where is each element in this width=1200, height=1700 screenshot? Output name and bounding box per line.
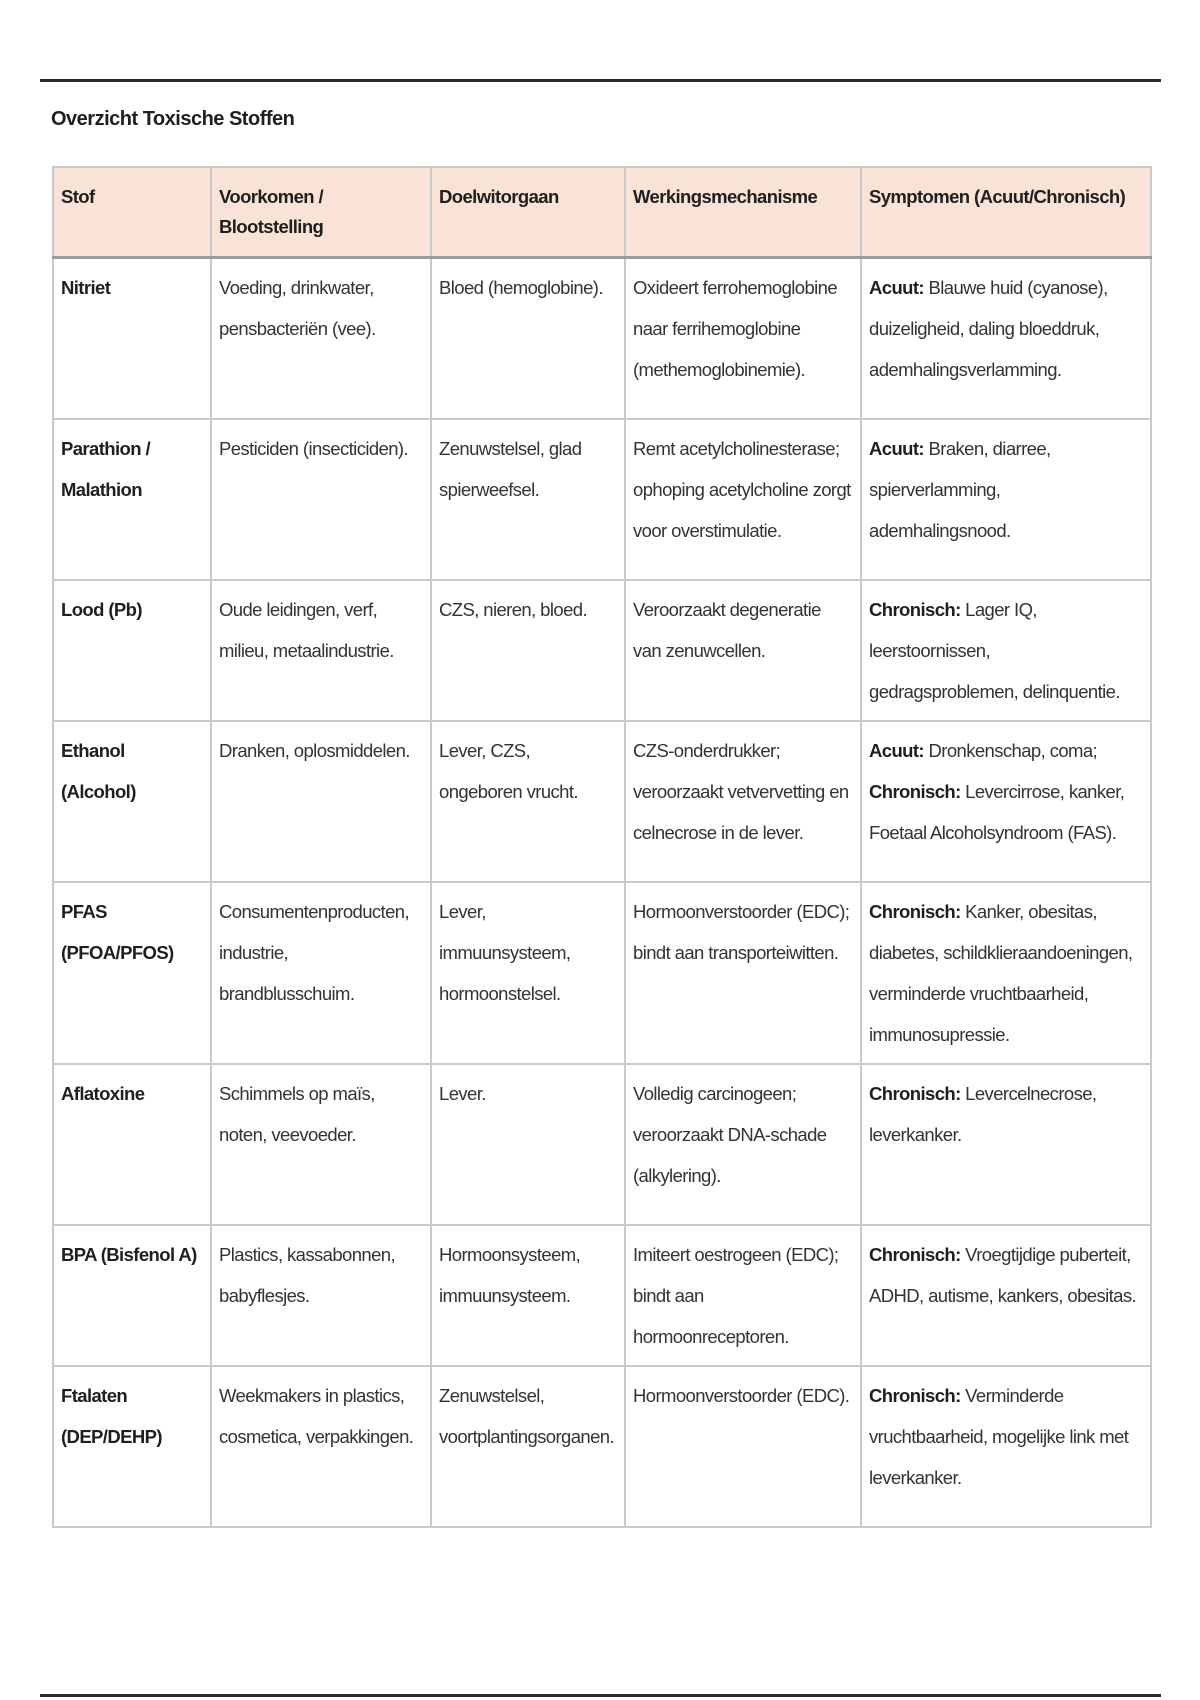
cell-doelwitorgaan: Lever, immuunsysteem, hormoonstelsel.: [431, 882, 625, 1064]
symptom-text: Levercirrose, kanker, Foetaal Alcoholsyndroom (FAS).: [869, 781, 1125, 843]
toxic-substances-table: [52, 166, 1152, 1528]
table-row: [53, 258, 1151, 420]
symptom-text: Vroegtijdige puberteit, ADHD, autisme, kankers, obesitas.: [869, 1244, 1137, 1306]
cell-voorkomen: Plastics, kassabonnen, babyflesjes.: [211, 1225, 431, 1366]
cell-stof: Ethanol (Alcohol): [53, 721, 211, 882]
symptom-text: Lager IQ, leerstoornissen, gedragsproblemen, delinquentie.: [869, 599, 1120, 702]
top-rule: [40, 79, 1161, 82]
cell-voorkomen: Oude leidingen, verf, milieu, metaalindustrie.: [211, 580, 431, 721]
cell-werkingsmechanisme: Remt acetylcholinesterase; ophoping acetylcholine zorgt voor overstimulatie.: [625, 419, 861, 580]
header-symptomen: Symptomen (Acuut/Chronisch): [861, 167, 1151, 258]
table-row: [53, 580, 1151, 721]
cell-werkingsmechanisme: CZS-onderdrukker; veroorzaakt vetvervetting en celnecrose in de lever.: [625, 721, 861, 882]
symptom-type-label: Chronisch:: [869, 901, 961, 922]
header-row: [53, 167, 1151, 258]
bottom-rule: [40, 1694, 1161, 1697]
cell-doelwitorgaan: Lever, CZS, ongeboren vrucht.: [431, 721, 625, 882]
table-row: [53, 419, 1151, 580]
header-stof: Stof: [53, 167, 211, 258]
table-row: [53, 1366, 1151, 1527]
symptom-text: Braken, diarree, spierverlamming, ademhalingsnood.: [869, 438, 1051, 541]
cell-stof: Lood (Pb): [53, 580, 211, 721]
cell-stof: BPA (Bisfenol A): [53, 1225, 211, 1366]
cell-symptomen: [861, 1064, 1151, 1225]
symptom-text: Levercelnecrose, leverkanker.: [869, 1083, 1097, 1145]
symptom-type-label: Chronisch:: [869, 1244, 961, 1265]
header-werkingsmechanisme: Werkingsmechanisme: [625, 167, 861, 258]
cell-werkingsmechanisme: Volledig carcinogeen; veroorzaakt DNA-schade (alkylering).: [625, 1064, 861, 1225]
cell-symptomen: [861, 258, 1151, 420]
cell-voorkomen: Voeding, drinkwater, pensbacteriën (vee).: [211, 258, 431, 420]
cell-stof: Nitriet: [53, 258, 211, 420]
symptom-type-label: Acuut:: [869, 740, 924, 761]
table-row: [53, 1064, 1151, 1225]
symptom-text: Verminderde vruchtbaarheid, mogelijke link met leverkanker.: [869, 1385, 1129, 1488]
cell-doelwitorgaan: Zenuwstelsel, glad spierweefsel.: [431, 419, 625, 580]
table-body: [53, 258, 1151, 1528]
cell-voorkomen: Dranken, oplosmiddelen.: [211, 721, 431, 882]
cell-stof: Parathion / Malathion: [53, 419, 211, 580]
symptom-type-label: Chronisch:: [869, 1083, 961, 1104]
cell-doelwitorgaan: Lever.: [431, 1064, 625, 1225]
header-doelwitorgaan: Doelwitorgaan: [431, 167, 625, 258]
cell-doelwitorgaan: CZS, nieren, bloed.: [431, 580, 625, 721]
symptom-text: Dronkenschap, coma;: [923, 740, 1098, 761]
table-row: [53, 882, 1151, 1064]
cell-symptomen: [861, 1366, 1151, 1527]
cell-symptomen: [861, 580, 1151, 721]
cell-werkingsmechanisme: Hormoonverstoorder (EDC); bindt aan transporteiwitten.: [625, 882, 861, 1064]
cell-werkingsmechanisme: Hormoonverstoorder (EDC).: [625, 1366, 861, 1527]
symptom-type-label: Chronisch:: [869, 781, 961, 802]
cell-voorkomen: Pesticiden (insecticiden).: [211, 419, 431, 580]
table-row: [53, 1225, 1151, 1366]
cell-stof: PFAS (PFOA/PFOS): [53, 882, 211, 1064]
cell-voorkomen: Weekmakers in plastics, cosmetica, verpakkingen.: [211, 1366, 431, 1527]
cell-symptomen: [861, 1225, 1151, 1366]
table-header: [53, 167, 1151, 258]
table-row: [53, 721, 1151, 882]
cell-stof: Ftalaten (DEP/DEHP): [53, 1366, 211, 1527]
cell-voorkomen: Consumentenproducten, industrie, brandblusschuim.: [211, 882, 431, 1064]
cell-voorkomen: Schimmels op maïs, noten, veevoeder.: [211, 1064, 431, 1225]
symptom-text: Blauwe huid (cyanose), duizeligheid, daling bloeddruk, ademhalingsverlamming.: [869, 277, 1108, 380]
cell-doelwitorgaan: Bloed (hemoglobine).: [431, 258, 625, 420]
document-title: Overzicht Toxische Stoffen: [51, 108, 295, 130]
symptom-type-label: Chronisch:: [869, 599, 961, 620]
cell-symptomen: [861, 882, 1151, 1064]
cell-symptomen: [861, 419, 1151, 580]
cell-werkingsmechanisme: Imiteert oestrogeen (EDC); bindt aan hormoonreceptoren.: [625, 1225, 861, 1366]
cell-werkingsmechanisme: Veroorzaakt degeneratie van zenuwcellen.: [625, 580, 861, 721]
symptom-type-label: Acuut:: [869, 438, 924, 459]
symptom-type-label: Chronisch:: [869, 1385, 961, 1406]
cell-symptomen: [861, 721, 1151, 882]
cell-doelwitorgaan: Zenuwstelsel, voortplantingsorganen.: [431, 1366, 625, 1527]
cell-stof: Aflatoxine: [53, 1064, 211, 1225]
symptom-type-label: Acuut:: [869, 277, 924, 298]
symptom-text: Kanker, obesitas, diabetes, schildklieraandoeningen, verminderde vruchtbaarheid, immunosupressie.: [869, 901, 1133, 1045]
cell-doelwitorgaan: Hormoonsysteem, immuunsysteem.: [431, 1225, 625, 1366]
cell-werkingsmechanisme: Oxideert ferrohemoglobine naar ferrihemoglobine (methemoglobinemie).: [625, 258, 861, 420]
header-voorkomen: Voorkomen / Blootstelling: [211, 167, 431, 258]
